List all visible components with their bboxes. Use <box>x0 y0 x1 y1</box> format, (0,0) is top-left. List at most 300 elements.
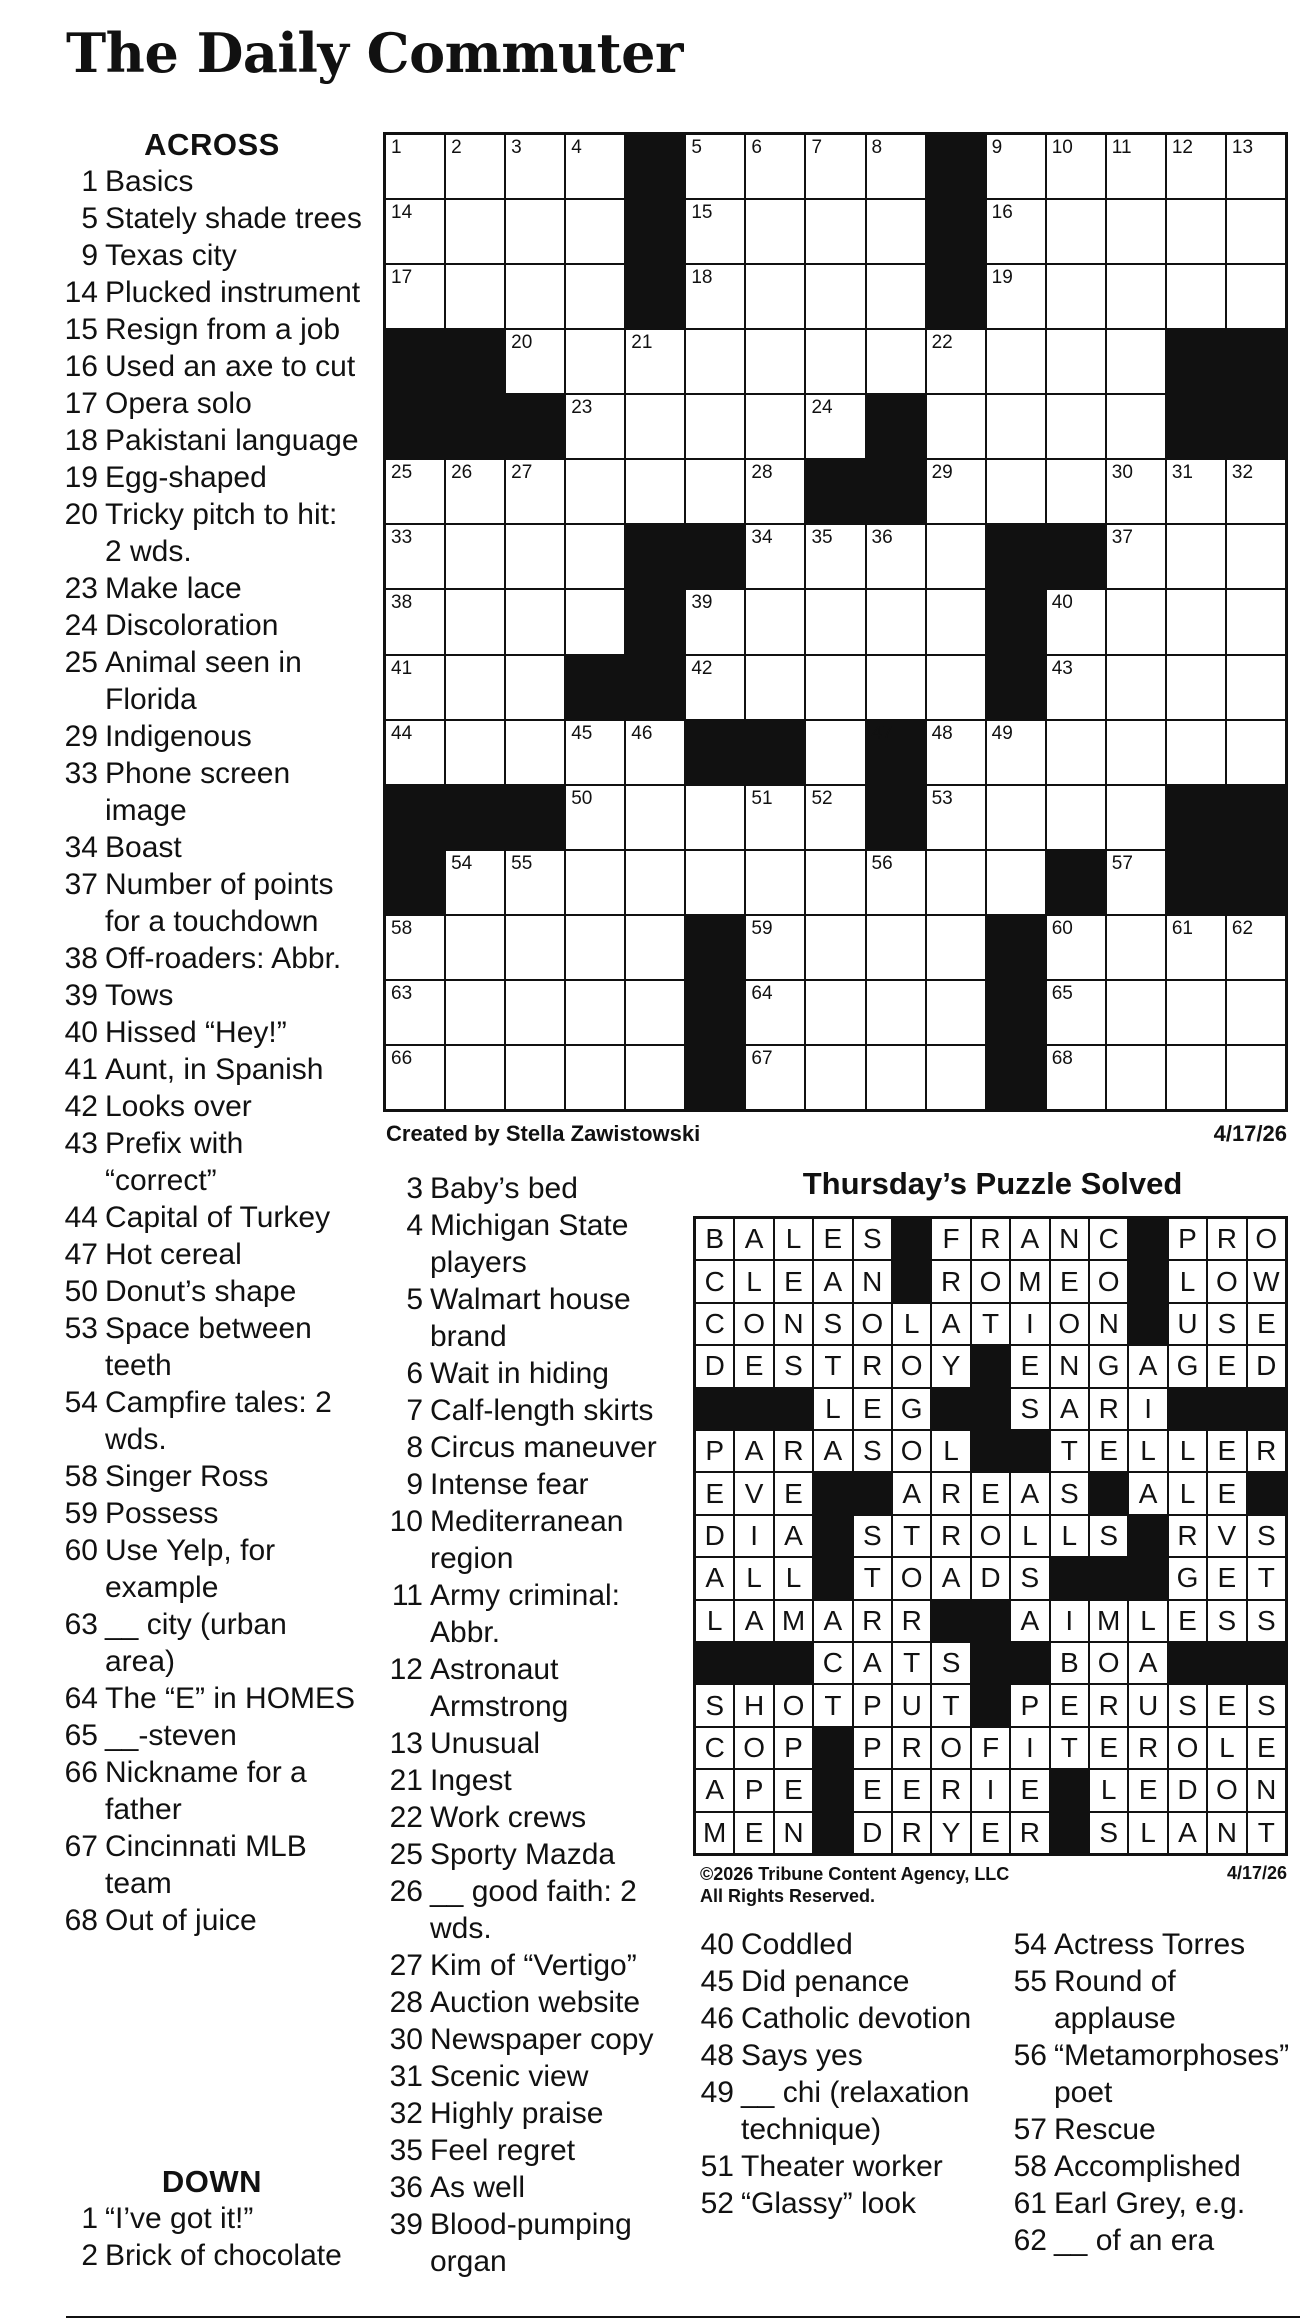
grid-cell[interactable] <box>686 656 744 719</box>
grid-cell[interactable] <box>506 135 564 198</box>
solved-black-square <box>814 1516 851 1556</box>
clue-number: 27 <box>389 1949 423 1982</box>
clue-text: Round of applause <box>1054 1965 1176 2035</box>
cell-number: 4 <box>571 137 582 158</box>
grid-cell[interactable] <box>867 265 925 328</box>
grid-cell[interactable] <box>386 656 444 719</box>
black-square <box>626 265 684 328</box>
clue <box>62 274 362 311</box>
solved-puzzle-title: Thursday’s Puzzle Solved <box>802 1166 1183 1201</box>
grid-cell[interactable] <box>1107 786 1165 849</box>
clue <box>375 1762 667 1799</box>
grid-cell[interactable] <box>987 460 1045 523</box>
grid-cell[interactable] <box>446 525 504 588</box>
grid-cell[interactable] <box>386 265 444 328</box>
solved-cell: T <box>932 1685 969 1725</box>
grid-cell[interactable] <box>506 981 564 1044</box>
cell-number: 8 <box>871 137 883 158</box>
clue <box>375 1170 667 1207</box>
clue <box>62 829 362 866</box>
grid-cell[interactable] <box>626 460 684 523</box>
solved-cell: E <box>735 1813 772 1853</box>
black-square <box>686 916 744 979</box>
grid-cell[interactable] <box>746 265 804 328</box>
solved-cell: U <box>1169 1304 1206 1344</box>
solved-black-square <box>1248 1389 1285 1429</box>
grid-cell[interactable] <box>386 981 444 1044</box>
grid-cell[interactable] <box>987 135 1045 198</box>
grid-cell[interactable] <box>506 590 564 653</box>
grid-cell[interactable] <box>626 330 684 393</box>
clue-text: Discoloration <box>105 609 279 642</box>
solved-cell: T <box>1051 1431 1088 1471</box>
grid-cell[interactable] <box>686 460 744 523</box>
grid-cell[interactable] <box>1107 656 1165 719</box>
clue <box>1003 2037 1293 2111</box>
grid-cell[interactable] <box>1107 135 1165 198</box>
grid-cell[interactable] <box>746 330 804 393</box>
grid-cell[interactable] <box>566 525 624 588</box>
grid-cell[interactable] <box>746 590 804 653</box>
grid-cell[interactable] <box>1227 135 1285 198</box>
solved-cell: A <box>854 1643 891 1683</box>
grid-cell[interactable] <box>566 721 624 784</box>
grid-cell[interactable] <box>987 265 1045 328</box>
grid-cell[interactable] <box>1047 200 1105 263</box>
grid-cell[interactable] <box>927 525 985 588</box>
solved-cell: T <box>1248 1558 1285 1598</box>
solved-cell: E <box>1051 1685 1088 1725</box>
grid-cell[interactable] <box>1107 395 1165 458</box>
grid-cell[interactable] <box>686 265 744 328</box>
grid-cell[interactable] <box>1047 916 1105 979</box>
grid-cell[interactable] <box>1047 460 1105 523</box>
grid-cell[interactable] <box>1107 981 1165 1044</box>
clue <box>375 1947 667 1984</box>
grid-cell[interactable] <box>1167 135 1225 198</box>
grid-cell[interactable] <box>1167 916 1225 979</box>
grid-cell[interactable] <box>626 916 684 979</box>
grid-cell[interactable] <box>566 200 624 263</box>
black-square <box>626 590 684 653</box>
grid-cell[interactable] <box>1227 200 1285 263</box>
grid-cell[interactable] <box>446 590 504 653</box>
solved-black-square <box>1129 1261 1166 1301</box>
grid-cell[interactable] <box>1107 330 1165 393</box>
grid-cell[interactable] <box>1047 590 1105 653</box>
cell-number: 64 <box>751 982 773 1004</box>
grid-cell[interactable] <box>1107 265 1165 328</box>
grid-cell[interactable] <box>686 330 744 393</box>
grid-cell[interactable] <box>987 330 1045 393</box>
clue <box>375 1799 667 1836</box>
grid-cell[interactable] <box>927 395 985 458</box>
grid-cell[interactable] <box>686 135 744 198</box>
grid-cell[interactable] <box>806 395 864 458</box>
grid-cell[interactable] <box>987 395 1045 458</box>
solved-cell: E <box>1011 1770 1048 1810</box>
grid-cell[interactable] <box>1167 200 1225 263</box>
grid-cell[interactable] <box>386 721 444 784</box>
solved-black-square <box>775 1389 812 1429</box>
grid-cell[interactable] <box>446 135 504 198</box>
grid-cell[interactable] <box>446 1046 504 1109</box>
grid-cell[interactable] <box>1047 265 1105 328</box>
clue-text: Rescue <box>1054 2113 1156 2146</box>
grid-cell[interactable] <box>566 590 624 653</box>
clue-number: 1 <box>81 165 98 198</box>
clue-text: Earl Grey, e.g. <box>1054 2187 1246 2220</box>
grid-cell[interactable] <box>446 656 504 719</box>
clue-text: Hissed “Hey!” <box>105 1016 287 1049</box>
clue-text: “I’ve got it!” <box>105 2202 254 2235</box>
grid-cell[interactable] <box>446 981 504 1044</box>
solved-black-square <box>1090 1473 1127 1513</box>
grid-cell[interactable] <box>506 265 564 328</box>
grid-cell[interactable] <box>626 786 684 849</box>
cell-number: 56 <box>871 852 893 874</box>
grid-cell[interactable] <box>987 721 1045 784</box>
solved-cell: M <box>1090 1601 1127 1641</box>
solved-cell: T <box>814 1685 851 1725</box>
grid-cell[interactable] <box>1167 981 1225 1044</box>
solved-cell: E <box>1051 1261 1088 1301</box>
grid-cell[interactable] <box>927 460 985 523</box>
cell-number: 55 <box>511 852 533 874</box>
grid-cell[interactable] <box>1047 135 1105 198</box>
grid-cell[interactable] <box>1107 590 1165 653</box>
clue <box>62 718 362 755</box>
grid-cell[interactable] <box>746 1046 804 1109</box>
grid-cell[interactable] <box>1227 916 1285 979</box>
clue <box>62 1125 362 1199</box>
grid-cell[interactable] <box>746 200 804 263</box>
black-square <box>1047 851 1105 914</box>
solved-cell: G <box>1090 1346 1127 1386</box>
grid-cell[interactable] <box>806 525 864 588</box>
cell-number: 51 <box>751 787 773 809</box>
solved-cell: E <box>1208 1558 1245 1598</box>
black-square <box>987 656 1045 719</box>
grid-cell[interactable] <box>446 721 504 784</box>
grid-cell[interactable] <box>1107 851 1165 914</box>
clue-text: Opera solo <box>105 387 252 420</box>
cell-number: 61 <box>1171 917 1193 939</box>
grid-cell[interactable] <box>386 590 444 653</box>
grid-cell[interactable] <box>566 916 624 979</box>
grid-cell[interactable] <box>746 981 804 1044</box>
grid-cell[interactable] <box>746 656 804 719</box>
grid-cell[interactable] <box>506 200 564 263</box>
clue-number: 55 <box>1013 1965 1047 1998</box>
grid-cell[interactable] <box>867 1046 925 1109</box>
solved-cell: G <box>893 1389 930 1429</box>
grid-cell[interactable] <box>506 851 564 914</box>
clue <box>62 1717 362 1754</box>
black-square <box>806 460 864 523</box>
grid-cell[interactable] <box>566 330 624 393</box>
grid-cell[interactable] <box>746 916 804 979</box>
grid-cell[interactable] <box>1227 265 1285 328</box>
grid-cell[interactable] <box>566 265 624 328</box>
down-clue-list-3 <box>690 1926 990 2222</box>
clue-number: 17 <box>64 387 98 420</box>
grid-cell[interactable] <box>987 851 1045 914</box>
clue <box>1003 2148 1293 2185</box>
grid-cell[interactable] <box>386 1046 444 1109</box>
masthead-title: The Daily Commuter <box>66 21 683 85</box>
grid-cell[interactable] <box>686 786 744 849</box>
clue-text: Aunt, in Spanish <box>105 1053 324 1086</box>
clue-text: Stately shade trees <box>105 202 362 235</box>
grid-cell[interactable] <box>867 200 925 263</box>
grid-cell[interactable] <box>1107 1046 1165 1109</box>
grid-cell[interactable] <box>1047 1046 1105 1109</box>
grid-cell[interactable] <box>867 656 925 719</box>
grid-cell[interactable] <box>867 525 925 588</box>
grid-cell[interactable] <box>927 1046 985 1109</box>
grid-cell[interactable] <box>806 590 864 653</box>
grid-cell[interactable] <box>1167 590 1225 653</box>
grid-cell[interactable] <box>566 1046 624 1109</box>
grid-cell[interactable] <box>566 460 624 523</box>
clue-text: Intense fear <box>430 1468 589 1501</box>
grid-cell[interactable] <box>1227 721 1285 784</box>
grid-cell[interactable] <box>987 200 1045 263</box>
clue-number: 65 <box>64 1719 98 1752</box>
clue <box>62 1606 362 1680</box>
solved-cell: T <box>972 1304 1009 1344</box>
grid-cell[interactable] <box>1227 656 1285 719</box>
solved-cell: O <box>972 1261 1009 1301</box>
clue-number: 59 <box>64 1497 98 1530</box>
grid-cell[interactable] <box>746 786 804 849</box>
grid-cell[interactable] <box>1107 916 1165 979</box>
grid-cell[interactable] <box>566 786 624 849</box>
grid-cell[interactable] <box>1107 200 1165 263</box>
grid-cell[interactable] <box>626 981 684 1044</box>
grid-cell[interactable] <box>867 330 925 393</box>
grid-cell[interactable] <box>1107 460 1165 523</box>
grid-cell[interactable] <box>927 916 985 979</box>
grid-cell[interactable] <box>566 851 624 914</box>
clue <box>62 1051 362 1088</box>
grid-cell[interactable] <box>1167 1046 1225 1109</box>
grid-cell[interactable] <box>927 721 985 784</box>
grid-cell[interactable] <box>806 721 864 784</box>
grid-cell[interactable] <box>806 200 864 263</box>
grid-cell[interactable] <box>446 200 504 263</box>
clue <box>690 1963 990 2000</box>
down-clues-col4 <box>1003 1926 1293 2259</box>
down-clue-list-4 <box>1003 1926 1293 2259</box>
grid-cell[interactable] <box>1167 265 1225 328</box>
solved-cell: S <box>854 1516 891 1556</box>
grid-cell[interactable] <box>506 916 564 979</box>
grid-cell[interactable] <box>1167 460 1225 523</box>
solved-cell: E <box>893 1770 930 1810</box>
clue <box>1003 2185 1293 2222</box>
clue <box>375 2206 667 2280</box>
black-square <box>746 721 804 784</box>
grid-cell[interactable] <box>1107 525 1165 588</box>
grid-cell[interactable] <box>1227 590 1285 653</box>
clue-number: 38 <box>64 942 98 975</box>
grid-cell[interactable] <box>806 851 864 914</box>
grid-cell[interactable] <box>746 460 804 523</box>
grid-cell[interactable] <box>626 395 684 458</box>
grid-cell[interactable] <box>386 525 444 588</box>
clue-text: The “E” in HOMES <box>105 1682 356 1715</box>
grid-cell[interactable] <box>806 330 864 393</box>
grid-cell[interactable] <box>1047 981 1105 1044</box>
grid-cell[interactable] <box>1047 786 1105 849</box>
grid-cell[interactable] <box>867 590 925 653</box>
solved-black-square <box>1208 1643 1245 1683</box>
clue-number: 31 <box>389 2060 423 2093</box>
clue <box>1003 2111 1293 2148</box>
grid-cell[interactable] <box>746 135 804 198</box>
grid-cell[interactable] <box>927 656 985 719</box>
clue <box>62 200 362 237</box>
clue <box>690 1926 990 1963</box>
solved-cell: E <box>696 1473 733 1513</box>
grid-cell[interactable] <box>1227 981 1285 1044</box>
solved-cell: S <box>775 1346 812 1386</box>
grid-cell[interactable] <box>927 330 985 393</box>
grid-cell[interactable] <box>746 395 804 458</box>
grid-cell[interactable] <box>506 1046 564 1109</box>
cell-number: 20 <box>511 332 533 354</box>
grid-cell[interactable] <box>506 330 564 393</box>
solved-black-square <box>893 1261 930 1301</box>
grid-cell[interactable] <box>806 1046 864 1109</box>
grid-cell[interactable] <box>386 200 444 263</box>
grid-cell[interactable] <box>927 590 985 653</box>
grid-cell[interactable] <box>1227 1046 1285 1109</box>
solved-black-square <box>1051 1558 1088 1598</box>
solved-cell: A <box>1129 1346 1166 1386</box>
grid-cell[interactable] <box>746 525 804 588</box>
solved-cell: P <box>854 1685 891 1725</box>
solved-black-square <box>1129 1304 1166 1344</box>
clue-text: Unusual <box>430 1727 541 1760</box>
grid-cell[interactable] <box>806 786 864 849</box>
grid-cell[interactable] <box>806 135 864 198</box>
grid-cell[interactable] <box>1167 656 1225 719</box>
solved-cell: C <box>696 1304 733 1344</box>
grid-cell[interactable] <box>927 851 985 914</box>
solved-cell: E <box>1011 1346 1048 1386</box>
clue <box>62 1310 362 1384</box>
grid-cell[interactable] <box>1227 460 1285 523</box>
grid-cell[interactable] <box>806 265 864 328</box>
clue-text: Prefix with “correct” <box>105 1127 244 1197</box>
down-heading: DOWN <box>161 2164 263 2199</box>
grid-cell[interactable] <box>1047 656 1105 719</box>
grid-cell[interactable] <box>446 916 504 979</box>
grid-cell[interactable] <box>686 590 744 653</box>
grid-cell[interactable] <box>1227 525 1285 588</box>
grid-cell[interactable] <box>1047 395 1105 458</box>
clue <box>375 1281 667 1355</box>
solved-cell: D <box>854 1813 891 1853</box>
cell-number: 12 <box>1171 137 1193 158</box>
grid-cell[interactable] <box>867 851 925 914</box>
grid-cell[interactable] <box>506 525 564 588</box>
grid-cell[interactable] <box>1047 721 1105 784</box>
clue <box>375 2169 667 2206</box>
grid-cell[interactable] <box>506 656 564 719</box>
black-square <box>686 1046 744 1109</box>
cell-number: 32 <box>1231 462 1254 484</box>
grid-cell[interactable] <box>987 786 1045 849</box>
grid-cell[interactable] <box>506 721 564 784</box>
grid-cell[interactable] <box>686 200 744 263</box>
grid-cell[interactable] <box>1047 330 1105 393</box>
grid-cell[interactable] <box>927 981 985 1044</box>
grid-cell[interactable] <box>386 460 444 523</box>
grid-cell[interactable] <box>686 851 744 914</box>
grid-cell[interactable] <box>806 981 864 1044</box>
grid-cell[interactable] <box>566 395 624 458</box>
clue-number: 32 <box>389 2097 423 2130</box>
grid-cell[interactable] <box>626 1046 684 1109</box>
solved-cell: L <box>1169 1431 1206 1471</box>
grid-cell[interactable] <box>446 851 504 914</box>
grid-cell[interactable] <box>446 265 504 328</box>
solved-cell: E <box>1090 1728 1127 1768</box>
clue-text: Brick of chocolate <box>105 2239 342 2272</box>
grid-cell[interactable] <box>626 851 684 914</box>
grid-cell[interactable] <box>446 460 504 523</box>
grid-cell[interactable] <box>566 135 624 198</box>
grid-cell[interactable] <box>686 395 744 458</box>
grid-cell[interactable] <box>867 916 925 979</box>
grid-cell[interactable] <box>626 721 684 784</box>
grid-cell[interactable] <box>506 460 564 523</box>
solved-cell: E <box>775 1770 812 1810</box>
clue-text: Indigenous <box>105 720 252 753</box>
solved-cell: L <box>1129 1431 1166 1471</box>
clue-text: Work crews <box>430 1801 587 1834</box>
solved-cell: D <box>696 1346 733 1386</box>
clue-number: 6 <box>406 1357 423 1390</box>
grid-cell[interactable] <box>1167 525 1225 588</box>
clue-text: “Metamorphoses” poet <box>1054 2039 1290 2109</box>
grid-cell[interactable] <box>806 656 864 719</box>
clue-text: __ chi (relaxation technique) <box>741 2076 970 2146</box>
grid-cell[interactable] <box>1167 721 1225 784</box>
clue <box>375 1873 667 1947</box>
solved-cell: S <box>1090 1813 1127 1853</box>
grid-cell[interactable] <box>386 135 444 198</box>
solved-cell: L <box>1129 1813 1166 1853</box>
solved-cell: L <box>1169 1261 1206 1301</box>
solved-cell: O <box>1051 1304 1088 1344</box>
grid-cell[interactable] <box>746 851 804 914</box>
grid-cell[interactable] <box>927 786 985 849</box>
grid-cell[interactable] <box>1107 721 1165 784</box>
solved-cell: C <box>814 1643 851 1683</box>
solved-cell: E <box>1248 1304 1285 1344</box>
grid-cell[interactable] <box>806 916 864 979</box>
grid-cell[interactable] <box>386 916 444 979</box>
grid-cell[interactable] <box>566 981 624 1044</box>
solved-black-square <box>1090 1558 1127 1598</box>
grid-cell[interactable] <box>867 981 925 1044</box>
grid-cell[interactable] <box>867 135 925 198</box>
